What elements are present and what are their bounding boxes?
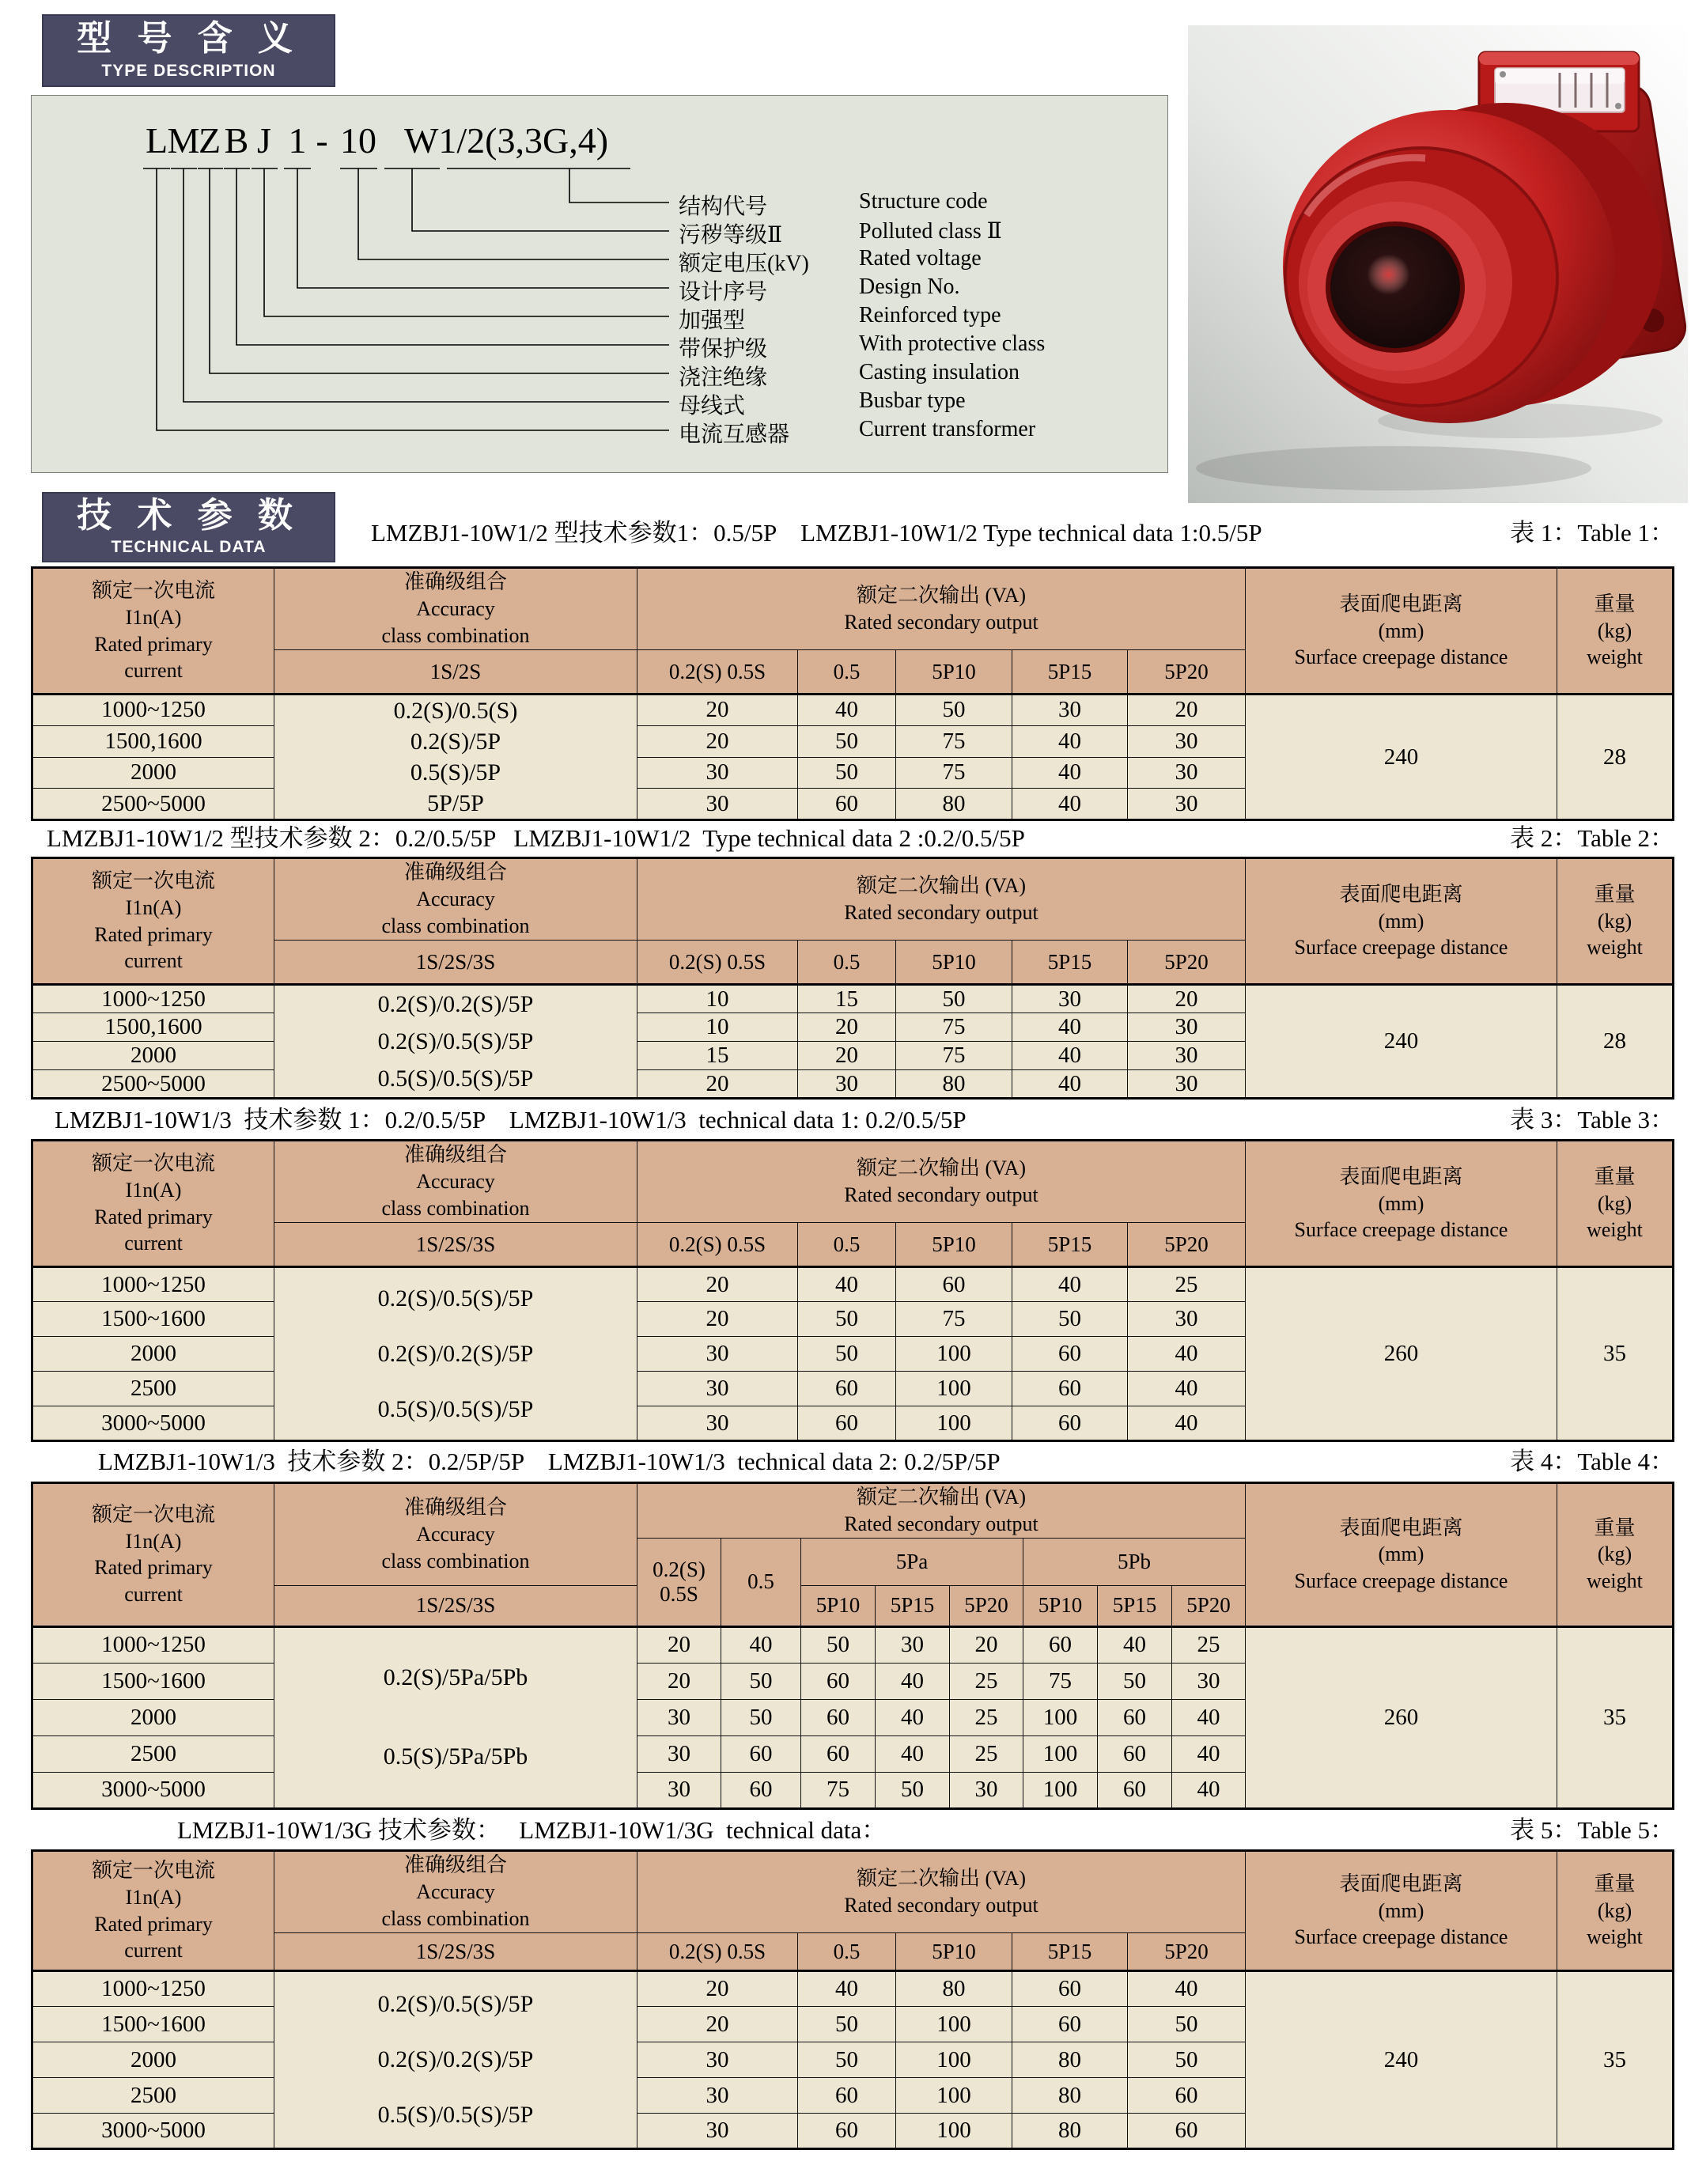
product-photo	[1188, 25, 1688, 503]
header-acc-classes: 1S/2S/3S	[274, 1223, 637, 1267]
value-cell: 80	[896, 1070, 1012, 1099]
label-structure-code-en: Structure code	[859, 189, 988, 214]
label-protective-class-en: With protective class	[859, 331, 1046, 356]
creepage-cell: 260	[1246, 1267, 1557, 1441]
value-cell: 40	[1172, 1735, 1246, 1772]
type-code-diagram	[31, 95, 1168, 473]
value-cell: 20	[798, 1013, 896, 1042]
label-busbar-type-cn: 母线式	[679, 394, 746, 418]
header-accuracy: 准确级组合 Accuracy class combination	[274, 568, 637, 650]
value-cell: 40	[1128, 1337, 1246, 1372]
value-cell: 50	[798, 757, 896, 789]
caption-text: LMZBJ1-10W1/3 技术参数 1：0.2/0.5/5P LMZBJ1-10W1/3 technical data 1: 0.2/0.5/5P	[55, 1105, 967, 1134]
caption-text: LMZBJ1-10W1/3 技术参数 2：0.2/5P/5P LMZBJ1-10W1/3 technical data 2: 0.2/5P/5P	[98, 1447, 1001, 1475]
value-cell: 60	[1012, 2007, 1128, 2042]
label-casting-insulation-en: Casting insulation	[859, 360, 1020, 384]
current-cell: 2500~5000	[32, 789, 274, 820]
header-rated-secondary-output: 额定二次输出 (VA) Rated secondary output	[637, 1483, 1246, 1539]
current-cell: 2000	[32, 1699, 274, 1735]
label-design-no-cn: 设计序号	[679, 280, 768, 305]
value-cell: 50	[798, 2042, 896, 2078]
weight-cell: 28	[1557, 985, 1674, 1099]
header-col: 0.5	[798, 941, 896, 985]
value-cell: 20	[950, 1626, 1023, 1663]
value-cell: 20	[637, 1663, 721, 1699]
header-creepage: 表面爬电距离 (mm) Surface creepage distance	[1246, 1851, 1557, 1971]
header-col: 0.5	[798, 1933, 896, 1971]
header-col: 0.5	[798, 1223, 896, 1267]
value-cell: 80	[896, 1971, 1012, 2007]
value-cell: 60	[1098, 1735, 1172, 1772]
label-casting-insulation-cn: 浇注绝缘	[679, 365, 768, 390]
value-cell: 60	[721, 1735, 801, 1772]
creepage-cell: 240	[1246, 695, 1557, 820]
value-cell: 60	[1098, 1772, 1172, 1808]
weight-cell: 35	[1557, 1267, 1674, 1441]
technical-data-table-5	[31, 1849, 1674, 2150]
header-accuracy: 准确级组合 Accuracy class combination	[274, 1851, 637, 1933]
value-cell: 50	[1128, 2007, 1246, 2042]
header-col: 5P10	[1023, 1585, 1098, 1626]
value-cell: 40	[876, 1699, 950, 1735]
current-cell: 1000~1250	[32, 1971, 274, 2007]
value-cell: 30	[637, 1735, 721, 1772]
header-col: 5P10	[896, 1223, 1012, 1267]
caption-text: LMZBJ1-10W1/2 型技术参数 2：0.2/0.5/5P LMZBJ1-10W1/2 Type technical data 2 :0.2/0.5/5P	[47, 823, 1025, 852]
current-cell: 2500~5000	[32, 1070, 274, 1099]
value-cell: 25	[1128, 1267, 1246, 1302]
technical-data-table-3	[31, 1139, 1674, 1442]
current-cell: 2500	[32, 1372, 274, 1406]
value-cell: 15	[798, 985, 896, 1013]
value-cell: 40	[876, 1735, 950, 1772]
header-col: 5P20	[1128, 1933, 1246, 1971]
header-rated-primary-current: 额定一次电流 I1n(A) Rated primary current	[32, 1483, 274, 1627]
value-cell: 25	[950, 1735, 1023, 1772]
value-cell: 50	[1012, 1302, 1128, 1337]
current-cell: 3000~5000	[32, 2114, 274, 2149]
value-cell: 30	[637, 757, 798, 789]
creepage-cell: 240	[1246, 1971, 1557, 2149]
value-cell: 60	[1012, 1337, 1128, 1372]
label-protective-class-cn: 带保护级	[679, 337, 768, 361]
code-part: B	[224, 120, 249, 161]
label-polluted-class-cn: 污秽等级Ⅱ	[679, 223, 783, 248]
table3-caption	[31, 1100, 1674, 1134]
current-cell: 1000~1250	[32, 695, 274, 726]
code-part: 10	[340, 120, 376, 161]
header-col: 5P10	[801, 1585, 876, 1626]
current-cell: 1500~1600	[32, 2007, 274, 2042]
value-cell: 30	[637, 1337, 798, 1372]
value-cell: 10	[637, 1013, 798, 1042]
technical-data-table-2	[31, 857, 1674, 1100]
value-cell: 30	[876, 1626, 950, 1663]
current-cell: 1500~1600	[32, 1663, 274, 1699]
caption-text: LMZBJ1-10W1/2 型技术参数1：0.5/5P LMZBJ1-10W1/2 Type technical data 1:0.5/5P	[371, 518, 1262, 547]
value-cell: 40	[1012, 1267, 1128, 1302]
value-cell: 30	[798, 1070, 896, 1099]
header-col: 5P20	[1128, 650, 1246, 695]
weight-cell: 28	[1557, 695, 1674, 820]
table-number: 表 3：Table 3：	[1510, 1105, 1674, 1134]
header-col: 5P20	[950, 1585, 1023, 1626]
header-creepage: 表面爬电距离 (mm) Surface creepage distance	[1246, 568, 1557, 695]
header-weight: 重量 (kg) weight	[1557, 1851, 1674, 1971]
value-cell: 20	[1128, 985, 1246, 1013]
value-cell: 100	[896, 1337, 1012, 1372]
header-weight: 重量 (kg) weight	[1557, 568, 1674, 695]
value-cell: 40	[1172, 1699, 1246, 1735]
header-col: 5P15	[1012, 1933, 1128, 1971]
value-cell: 50	[1098, 1663, 1172, 1699]
value-cell: 30	[1128, 1042, 1246, 1070]
header-creepage: 表面爬电距离 (mm) Surface creepage distance	[1246, 1141, 1557, 1267]
value-cell: 20	[637, 1626, 721, 1663]
value-cell: 80	[1012, 2042, 1128, 2078]
value-cell: 30	[1128, 1302, 1246, 1337]
value-cell: 75	[801, 1772, 876, 1808]
header-col: 0.2(S) 0.5S	[637, 941, 798, 985]
value-cell: 30	[637, 2042, 798, 2078]
header-col: 5P15	[1012, 1223, 1128, 1267]
value-cell: 40	[1012, 789, 1128, 820]
current-cell: 1500~1600	[32, 1302, 274, 1337]
value-cell: 15	[637, 1042, 798, 1070]
caption-text: LMZBJ1-10W1/3G 技术参数： LMZBJ1-10W1/3G technical data：	[177, 1815, 887, 1844]
value-cell: 100	[896, 1372, 1012, 1406]
value-cell: 60	[896, 1267, 1012, 1302]
label-polluted-class-en: Polluted class Ⅱ	[859, 219, 1002, 244]
technical-data-table-4	[31, 1482, 1674, 1810]
accuracy-cell: 0.2(S)/0.5(S) 0.2(S)/5P 0.5(S)/5P 5P/5P	[274, 695, 637, 820]
creepage-cell: 240	[1246, 985, 1557, 1099]
header-col: 5P10	[896, 941, 1012, 985]
value-cell: 40	[1012, 757, 1128, 789]
header-group-5pa: 5Pa	[801, 1538, 1023, 1585]
current-cell: 1500,1600	[32, 1013, 274, 1042]
current-transformer-illustration	[1188, 25, 1688, 503]
value-cell: 40	[798, 1971, 896, 2007]
value-cell: 60	[1128, 2078, 1246, 2114]
accuracy-cell: 0.2(S)/5Pa/5Pb 0.5(S)/5Pa/5Pb	[274, 1626, 637, 1808]
value-cell: 20	[1128, 695, 1246, 726]
badge-title-cn: 型 号 含 义	[77, 19, 301, 59]
value-cell: 60	[1012, 1372, 1128, 1406]
header-creepage: 表面爬电距离 (mm) Surface creepage distance	[1246, 858, 1557, 985]
value-cell: 30	[637, 2078, 798, 2114]
value-cell: 40	[1128, 1372, 1246, 1406]
header-col: 0.5	[721, 1538, 801, 1626]
value-cell: 75	[896, 725, 1012, 757]
value-cell: 30	[1128, 789, 1246, 820]
current-cell: 1500,1600	[32, 725, 274, 757]
value-cell: 50	[798, 725, 896, 757]
header-col: 0.5	[798, 650, 896, 695]
accuracy-cell: 0.2(S)/0.5(S)/5P 0.2(S)/0.2(S)/5P 0.5(S)/0.5(S)/5P	[274, 1971, 637, 2149]
current-cell: 2500	[32, 1735, 274, 1772]
value-cell: 100	[896, 2114, 1012, 2149]
value-cell: 30	[1128, 1070, 1246, 1099]
table4-caption	[31, 1441, 1674, 1476]
value-cell: 20	[637, 1267, 798, 1302]
current-cell: 2000	[32, 2042, 274, 2078]
value-cell: 60	[1128, 2114, 1246, 2149]
value-cell: 25	[950, 1699, 1023, 1735]
label-current-transformer-cn: 电流互感器	[679, 422, 790, 447]
header-acc-classes: 1S/2S/3S	[274, 1933, 637, 1971]
current-cell: 2000	[32, 757, 274, 789]
header-col: 5P20	[1128, 941, 1246, 985]
table-number: 表 2：Table 2：	[1510, 823, 1674, 852]
value-cell: 75	[896, 757, 1012, 789]
header-accuracy: 准确级组合 Accuracy class combination	[274, 1483, 637, 1586]
value-cell: 100	[1023, 1699, 1098, 1735]
label-rated-voltage-cn: 额定电压(kV)	[679, 252, 809, 276]
header-acc-classes: 1S/2S/3S	[274, 1585, 637, 1626]
current-cell: 2500	[32, 2078, 274, 2114]
value-cell: 60	[1012, 1971, 1128, 2007]
code-part: M	[167, 120, 200, 161]
value-cell: 100	[896, 1406, 1012, 1441]
badge-title-en: TYPE DESCRIPTION	[101, 61, 276, 80]
header-col: 5P10	[896, 650, 1012, 695]
value-cell: 40	[798, 695, 896, 726]
header-col: 0.2(S) 0.5S	[637, 1933, 798, 1971]
current-cell: 3000~5000	[32, 1406, 274, 1441]
value-cell: 40	[1012, 1070, 1128, 1099]
value-cell: 30	[637, 1772, 721, 1808]
header-acc-classes: 1S/2S/3S	[274, 941, 637, 985]
header-col: 5P15	[1012, 650, 1128, 695]
header-group-5pb: 5Pb	[1023, 1538, 1246, 1585]
value-cell: 20	[798, 1042, 896, 1070]
table-number: 表 1：Table 1：	[1510, 518, 1674, 547]
header-col: 5P10	[896, 1933, 1012, 1971]
value-cell: 80	[1012, 2114, 1128, 2149]
value-cell: 75	[896, 1013, 1012, 1042]
value-cell: 75	[896, 1302, 1012, 1337]
value-cell: 25	[950, 1663, 1023, 1699]
accuracy-cell: 0.2(S)/0.5(S)/5P 0.2(S)/0.2(S)/5P 0.5(S)/0.5(S)/5P	[274, 1267, 637, 1441]
badge-title-cn: 技 术 参 数	[77, 495, 301, 535]
value-cell: 40	[1128, 1406, 1246, 1441]
header-rated-primary-current: 额定一次电流 I1n(A) Rated primary current	[32, 1141, 274, 1267]
value-cell: 30	[637, 1699, 721, 1735]
value-cell: 20	[637, 1070, 798, 1099]
weight-cell: 35	[1557, 1626, 1674, 1808]
code-part: L	[145, 120, 168, 161]
value-cell: 30	[950, 1772, 1023, 1808]
header-rated-primary-current: 额定一次电流 I1n(A) Rated primary current	[32, 568, 274, 695]
value-cell: 40	[876, 1663, 950, 1699]
value-cell: 75	[896, 1042, 1012, 1070]
code-part: 1	[288, 120, 307, 161]
value-cell: 60	[1098, 1699, 1172, 1735]
value-cell: 40	[1172, 1772, 1246, 1808]
current-cell: 1000~1250	[32, 985, 274, 1013]
value-cell: 50	[801, 1626, 876, 1663]
value-cell: 60	[1012, 1406, 1128, 1441]
value-cell: 50	[876, 1772, 950, 1808]
label-busbar-type-en: Busbar type	[859, 388, 966, 413]
current-cell: 3000~5000	[32, 1772, 274, 1808]
header-col: 5P15	[1098, 1585, 1172, 1626]
header-acc-classes: 1S/2S	[274, 650, 637, 695]
value-cell: 60	[798, 1372, 896, 1406]
value-cell: 50	[798, 2007, 896, 2042]
value-cell: 80	[896, 789, 1012, 820]
creepage-cell: 260	[1246, 1626, 1557, 1808]
value-cell: 60	[801, 1699, 876, 1735]
value-cell: 20	[637, 1971, 798, 2007]
value-cell: 60	[798, 789, 896, 820]
value-cell: 30	[637, 1372, 798, 1406]
value-cell: 60	[801, 1663, 876, 1699]
code-part: -	[316, 120, 328, 161]
table5-caption	[31, 1810, 1674, 1845]
header-col: 5P20	[1128, 1223, 1246, 1267]
value-cell: 30	[1012, 985, 1128, 1013]
header-rated-primary-current: 额定一次电流 I1n(A) Rated primary current	[32, 858, 274, 985]
value-cell: 50	[798, 1302, 896, 1337]
value-cell: 25	[1172, 1626, 1246, 1663]
table1-caption	[31, 513, 1674, 547]
accuracy-cell: 0.2(S)/0.2(S)/5P 0.2(S)/0.5(S)/5P 0.5(S)/0.5(S)/5P	[274, 985, 637, 1099]
value-cell: 40	[1012, 725, 1128, 757]
value-cell: 40	[721, 1626, 801, 1663]
header-col: 5P15	[876, 1585, 950, 1626]
value-cell: 30	[1128, 725, 1246, 757]
value-cell: 50	[896, 985, 1012, 1013]
value-cell: 30	[637, 1406, 798, 1441]
header-col: 0.2(S) 0.5S	[637, 1223, 798, 1267]
header-rated-primary-current: 额定一次电流 I1n(A) Rated primary current	[32, 1851, 274, 1971]
header-rated-secondary-output: 额定二次输出 (VA) Rated secondary output	[637, 1141, 1246, 1223]
header-rated-secondary-output: 额定二次输出 (VA) Rated secondary output	[637, 858, 1246, 941]
label-current-transformer-en: Current transformer	[859, 417, 1036, 441]
value-cell: 40	[1128, 1971, 1246, 2007]
code-part: J	[257, 120, 271, 161]
header-weight: 重量 (kg) weight	[1557, 1483, 1674, 1627]
value-cell: 50	[896, 695, 1012, 726]
current-cell: 2000	[32, 1042, 274, 1070]
header-col: 0.2(S) 0.5S	[637, 650, 798, 695]
header-col: 0.2(S) 0.5S	[637, 1538, 721, 1626]
value-cell: 80	[1012, 2078, 1128, 2114]
value-cell: 20	[637, 2007, 798, 2042]
value-cell: 50	[798, 1337, 896, 1372]
label-rated-voltage-en: Rated voltage	[859, 246, 982, 271]
value-cell: 20	[637, 1302, 798, 1337]
value-cell: 100	[896, 2007, 1012, 2042]
badge-title-en: TECHNICAL DATA	[111, 538, 267, 557]
value-cell: 60	[801, 1735, 876, 1772]
value-cell: 30	[637, 789, 798, 820]
value-cell: 60	[721, 1772, 801, 1808]
value-cell: 100	[1023, 1772, 1098, 1808]
value-cell: 100	[1023, 1735, 1098, 1772]
table2-caption	[31, 818, 1674, 853]
value-cell: 30	[1128, 1013, 1246, 1042]
value-cell: 50	[1128, 2042, 1246, 2078]
value-cell: 20	[637, 695, 798, 726]
header-col: 5P20	[1172, 1585, 1246, 1626]
header-accuracy: 准确级组合 Accuracy class combination	[274, 1141, 637, 1223]
value-cell: 10	[637, 985, 798, 1013]
table-number: 表 4：Table 4：	[1510, 1447, 1674, 1475]
code-part: W1/2(3,3G,4)	[403, 120, 609, 161]
header-weight: 重量 (kg) weight	[1557, 1141, 1674, 1267]
value-cell: 40	[1012, 1042, 1128, 1070]
value-cell: 50	[721, 1699, 801, 1735]
header-rated-secondary-output: 额定二次输出 (VA) Rated secondary output	[637, 568, 1246, 650]
value-cell: 30	[1172, 1663, 1246, 1699]
value-cell: 75	[1023, 1663, 1098, 1699]
table-number: 表 5：Table 5：	[1510, 1815, 1674, 1844]
header-rated-secondary-output: 额定二次输出 (VA) Rated secondary output	[637, 1851, 1246, 1933]
label-structure-code-cn: 结构代号	[679, 195, 768, 219]
current-cell: 1000~1250	[32, 1626, 274, 1663]
value-cell: 40	[798, 1267, 896, 1302]
current-cell: 2000	[32, 1337, 274, 1372]
header-creepage: 表面爬电距离 (mm) Surface creepage distance	[1246, 1483, 1557, 1627]
value-cell: 50	[721, 1663, 801, 1699]
value-cell: 40	[1012, 1013, 1128, 1042]
value-cell: 30	[1128, 757, 1246, 789]
value-cell: 20	[637, 725, 798, 757]
value-cell: 60	[798, 2114, 896, 2149]
header-col: 5P15	[1012, 941, 1128, 985]
value-cell: 60	[798, 1406, 896, 1441]
weight-cell: 35	[1557, 1971, 1674, 2149]
value-cell: 40	[1098, 1626, 1172, 1663]
value-cell: 100	[896, 2042, 1012, 2078]
value-cell: 60	[798, 2078, 896, 2114]
type-description-badge	[42, 14, 335, 87]
current-cell: 1000~1250	[32, 1267, 274, 1302]
header-weight: 重量 (kg) weight	[1557, 858, 1674, 985]
label-design-no-en: Design No.	[859, 274, 960, 299]
value-cell: 60	[1023, 1626, 1098, 1663]
value-cell: 30	[1012, 695, 1128, 726]
header-accuracy: 准确级组合 Accuracy class combination	[274, 858, 637, 941]
label-reinforced-en: Reinforced type	[859, 303, 1001, 327]
value-cell: 30	[637, 2114, 798, 2149]
label-reinforced-cn: 加强型	[679, 308, 746, 333]
value-cell: 100	[896, 2078, 1012, 2114]
code-part: Z	[198, 120, 221, 161]
technical-data-table-1	[31, 566, 1674, 821]
